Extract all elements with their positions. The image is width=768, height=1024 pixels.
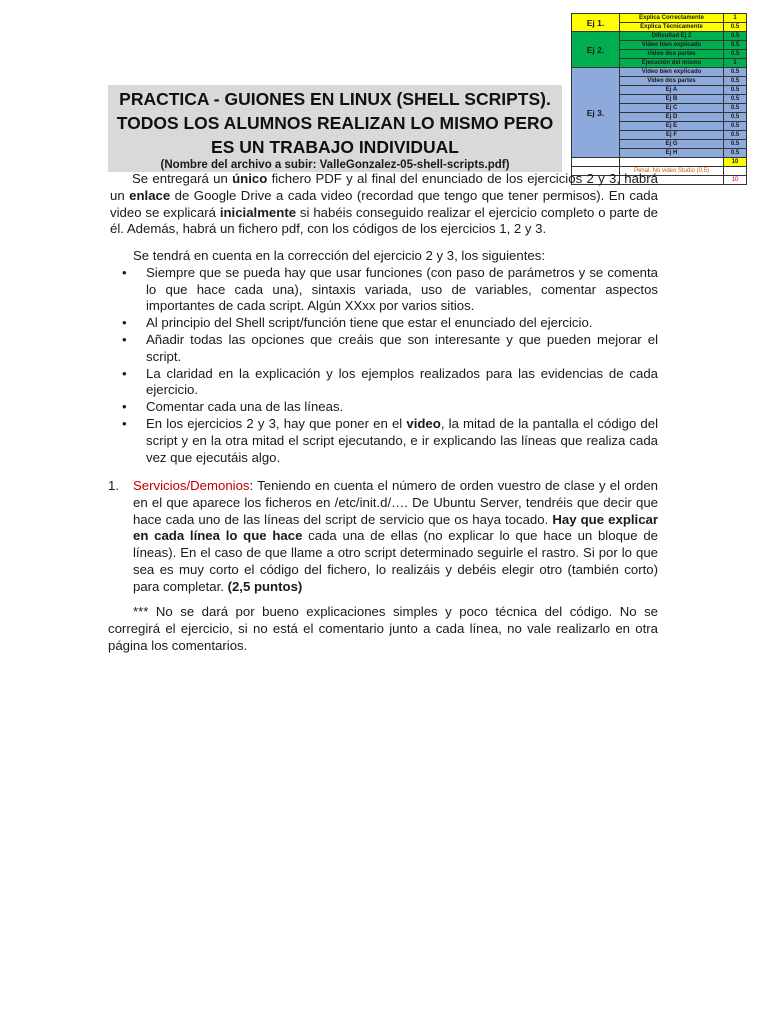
list-item: • En los ejercicios 2 y 3, hay que poner en el video, la mitad de la pantalla el código del script y en la otra mitad el script ejecutando, e ir explicando las líneas que realiza cada vez que ejecutáis algo. bbox=[122, 415, 658, 465]
criterion-label: Video dos partes bbox=[620, 77, 724, 86]
bullet-icon: • bbox=[122, 399, 127, 415]
grading-table bbox=[571, 13, 747, 185]
intro-bold: enlace bbox=[129, 187, 171, 203]
page-title bbox=[108, 87, 562, 159]
criterion-label: Ej B bbox=[620, 95, 724, 104]
criterion-label: Explica Correctamente bbox=[620, 14, 724, 23]
criterion-score: 0.5 bbox=[724, 23, 747, 32]
intro-text: fichero PDF y al final del enunciado de los ejercicios 2 y 3, habrá un bbox=[110, 171, 658, 203]
table-row bbox=[572, 32, 747, 41]
criterion-label: Ej E bbox=[620, 122, 724, 131]
list-item: • Siempre que se pueda hay que usar funciones (con paso de parámetros y se comenta lo que hace cada una), sintaxis variada, uso de variables, comentar aspectos importantes de cada script. Algún XXxx por varios sitios. bbox=[122, 264, 658, 314]
title-line-2: TODOS LOS ALUMNOS REALIZAN LO MISMO PERO bbox=[116, 113, 554, 133]
criterion-label: Video bien explicado bbox=[620, 41, 724, 50]
table-row bbox=[572, 14, 747, 23]
list-item: • Comentar cada una de las líneas. bbox=[122, 399, 344, 415]
total-score: 10 bbox=[724, 176, 747, 185]
bullet-icon: • bbox=[122, 331, 127, 347]
title-line-1: PRACTICA - GUIONES EN LINUX (SHELL SCRIPTS). bbox=[119, 89, 551, 109]
penalty-label: Penal. No video Studio (0,5) bbox=[620, 167, 724, 176]
file-name-subtitle: (Nombre del archivo a subir: ValleGonzalez-05-shell-scripts.pdf) bbox=[160, 159, 510, 171]
exercise-number: 1. bbox=[108, 478, 119, 493]
criterion-label: Ej F bbox=[620, 131, 724, 140]
note-text: *** No se dará por bueno explicaciones simples y poco técnica del código. No se corregirá el ejercicio, si no está el comentario junto a cada línea, no vale realizarlo en otra página los comentarios. bbox=[108, 604, 658, 653]
criterion-label: Ej A bbox=[620, 86, 724, 95]
criterion-score: 0.5 bbox=[724, 50, 747, 59]
intro-paragraph bbox=[110, 171, 658, 238]
criterion-score: 0.5 bbox=[724, 122, 747, 131]
criterion-score: 0.5 bbox=[724, 131, 747, 140]
criterion-label: Ej D bbox=[620, 113, 724, 122]
criterion-score: 0.5 bbox=[724, 113, 747, 122]
criterion-score: 0.5 bbox=[724, 86, 747, 95]
criterion-score: 0.5 bbox=[724, 149, 747, 158]
list-item: • La claridad en la explicación y los ejemplos realizados para las evidencias de cada ejercicio. bbox=[122, 365, 658, 398]
criterion-label: Ej C bbox=[620, 104, 724, 113]
criterion-score: 0.5 bbox=[724, 41, 747, 50]
bullet-icon: • bbox=[122, 415, 127, 431]
criterion-score: 0.5 bbox=[724, 32, 747, 41]
criterion-score: 0.5 bbox=[724, 140, 747, 149]
bullet-icon: • bbox=[122, 264, 127, 280]
exercise-1: 1. Servicios/Demonios: Teniendo en cuenta el número de orden vuestro de clase y el orden en el que aparece los ficheros en /etc/init.d/…. De Ubuntu Server, tendréis que decir que hace cada uno de las líneas del script de servicio que os haya tocado. Hay que explicar en cada línea lo que hace cada una de ellas (no explicar lo que hace un bloque de líneas). En el caso de que llame a otro script determinado seguirle el rastro. Si por lo que sea es muy corto el código del fichero, lo realizáis y debéis elegir otro (también corto) para completar. (2,5 puntos) bbox=[108, 478, 658, 594]
list-item: • Al principio del Shell script/función tiene que estar el enunciado del ejercicio. bbox=[122, 315, 593, 331]
criterion-label: Explica Técnicamente bbox=[620, 23, 724, 32]
criteria-section bbox=[108, 248, 658, 466]
criterion-score: 0.5 bbox=[724, 77, 747, 86]
criterion-label: Ejecución del mismo bbox=[620, 59, 724, 68]
bullet-icon: • bbox=[122, 365, 127, 381]
intro-bold: inicialmente bbox=[219, 204, 297, 220]
section-label-ej2: Ej 2. bbox=[572, 32, 620, 68]
criterion-label: Video dos partes bbox=[620, 50, 724, 59]
intro-bold: único bbox=[232, 171, 268, 186]
title-line-3: ES UN TRABAJO INDIVIDUAL bbox=[211, 137, 459, 157]
section-label-ej1: Ej 1. bbox=[572, 14, 620, 32]
criterion-score: 1 bbox=[724, 59, 747, 68]
criterion-score: 0.5 bbox=[724, 95, 747, 104]
intro-text: de Google Drive a cada video (recordad que tengo que tener permisos). En cada video se explicará bbox=[110, 187, 658, 220]
criterion-score: 0.5 bbox=[724, 68, 747, 77]
criterion-score: 0.5 bbox=[724, 104, 747, 113]
table-row bbox=[572, 68, 747, 77]
title-box bbox=[108, 85, 562, 172]
criterion-label: Dificultad Ej 2 bbox=[620, 32, 724, 41]
criterion-label: Ej G bbox=[620, 140, 724, 149]
criteria-list bbox=[108, 265, 658, 467]
table-row bbox=[572, 158, 747, 167]
exercise-points: (2,5 puntos) bbox=[227, 578, 303, 594]
criterion-score: 1 bbox=[724, 14, 747, 23]
exercise-heading: Servicios/Demonios bbox=[133, 478, 250, 493]
intro-text: si habéis conseguido realizar el ejercicio completo o parte de él. Además, habrá un fichero pdf, con los códigos de los ejercicios 1, 2 y 3. bbox=[110, 204, 658, 237]
criterion-label: Video bien explicado bbox=[620, 68, 724, 77]
bullet-icon: • bbox=[122, 315, 127, 331]
intro-text: Se entregará un bbox=[132, 171, 233, 186]
criteria-lead: Se tendrá en cuenta en la corrección del ejercicio 2 y 3, los siguientes: bbox=[133, 248, 545, 263]
list-item: • Añadir todas las opciones que creáis que son interesante y que pueden mejorar el script. bbox=[122, 331, 658, 364]
section-label-ej3: Ej 3. bbox=[572, 68, 620, 158]
subtotal-score: 10 bbox=[724, 158, 747, 167]
criterion-label: Ej H bbox=[620, 149, 724, 158]
note-paragraph bbox=[108, 604, 658, 654]
